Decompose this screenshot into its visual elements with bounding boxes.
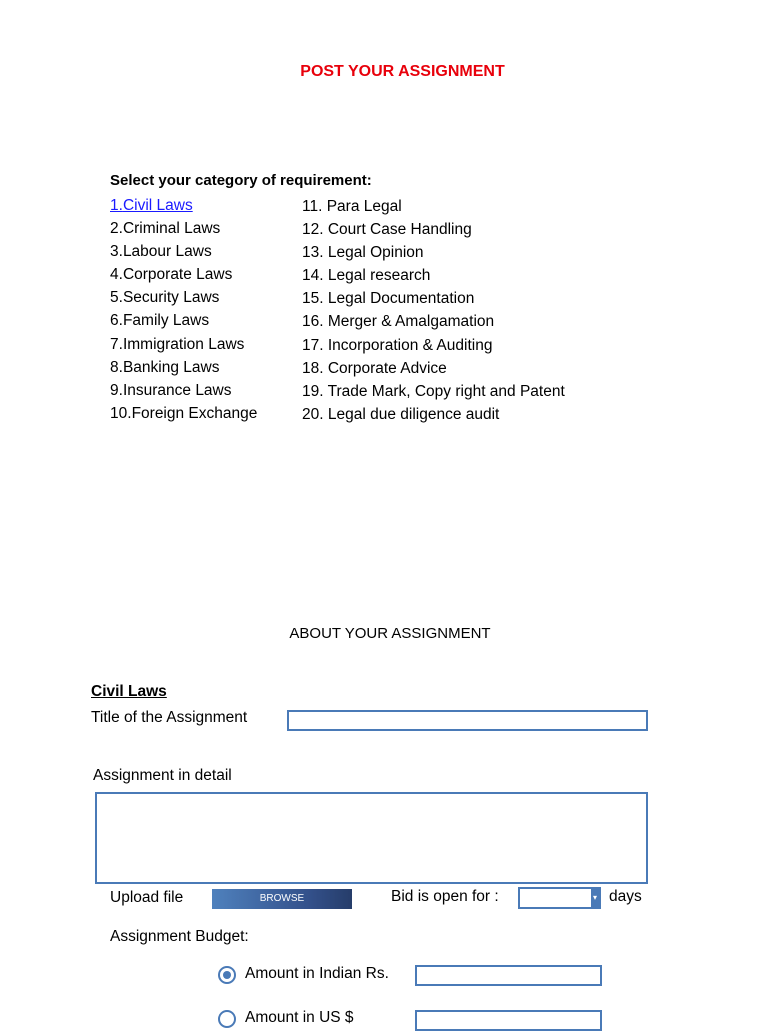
detail-label: Assignment in detail — [93, 767, 232, 784]
category-item-labour-laws[interactable]: 3.Labour Laws — [110, 243, 212, 261]
title-input[interactable] — [287, 710, 648, 731]
category-item-legal-due-diligence[interactable]: 20. Legal due diligence audit — [302, 405, 500, 423]
category-item-para-legal[interactable]: 11. Para Legal — [302, 198, 402, 215]
section-heading: ABOUT YOUR ASSIGNMENT — [289, 625, 491, 642]
upload-label: Upload file — [110, 889, 184, 906]
spinner-down-icon[interactable]: ▾ — [591, 889, 599, 907]
radio-us-dollar-label: Amount in US $ — [245, 1009, 354, 1026]
title-label: Title of the Assignment — [91, 709, 248, 726]
amount-usd-input[interactable] — [415, 1010, 602, 1031]
category-item-immigration-laws[interactable]: 7.Immigration Laws — [110, 335, 245, 353]
category-item-incorporation-auditing[interactable]: 17. Incorporation & Auditing — [302, 336, 493, 354]
budget-label: Assignment Budget: — [110, 928, 249, 945]
selected-category-label: Civil Laws — [91, 683, 167, 700]
category-item-family-laws[interactable]: 6.Family Laws — [110, 312, 210, 330]
category-item-legal-documentation[interactable]: 15. Legal Documentation — [302, 290, 475, 308]
category-list-left — [110, 194, 257, 425]
category-item-civil-laws[interactable]: 1.Civil Laws — [110, 197, 193, 214]
category-item-foreign-exchange[interactable]: 10.Foreign Exchange — [110, 404, 258, 422]
browse-button[interactable]: BROWSE — [212, 889, 352, 909]
bid-label: Bid is open for : — [391, 888, 499, 905]
category-item-insurance-laws[interactable]: 9.Insurance Laws — [110, 381, 232, 399]
radio-us-dollar[interactable] — [218, 1010, 236, 1028]
category-item-security-laws[interactable]: 5.Security Laws — [110, 289, 220, 307]
category-prompt: Select your category of requirement: — [110, 172, 372, 189]
category-item-trade-mark[interactable]: 19. Trade Mark, Copy right and Patent — [302, 382, 565, 400]
amount-inr-input[interactable] — [415, 965, 602, 986]
category-item-legal-opinion[interactable]: 13. Legal Opinion — [302, 244, 424, 262]
radio-indian-rs[interactable] — [218, 966, 236, 984]
days-label: days — [609, 888, 642, 905]
radio-indian-rs-label: Amount in Indian Rs. — [245, 965, 389, 982]
bid-days-input[interactable] — [518, 887, 601, 909]
category-list-right — [302, 195, 565, 426]
category-item-criminal-laws[interactable]: 2.Criminal Laws — [110, 220, 221, 238]
page-title: POST YOUR ASSIGNMENT — [300, 63, 505, 80]
detail-textarea[interactable] — [95, 792, 648, 884]
category-item-court-case-handling[interactable]: 12. Court Case Handling — [302, 221, 472, 239]
category-item-corporate-laws[interactable]: 4.Corporate Laws — [110, 266, 233, 284]
category-item-legal-research[interactable]: 14. Legal research — [302, 267, 431, 285]
category-item-merger-amalgamation[interactable]: 16. Merger & Amalgamation — [302, 313, 495, 331]
category-item-corporate-advice[interactable]: 18. Corporate Advice — [302, 359, 447, 377]
category-item-banking-laws[interactable]: 8.Banking Laws — [110, 358, 220, 376]
